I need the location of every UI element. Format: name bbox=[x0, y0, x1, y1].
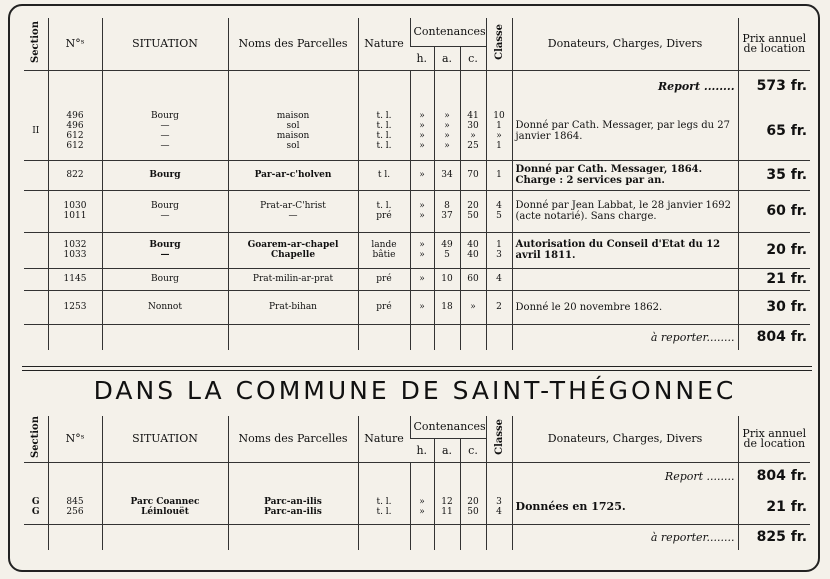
cell-h: » » bbox=[410, 232, 434, 268]
cell-nos: 1253 bbox=[48, 290, 102, 324]
cell-classe: 1 3 bbox=[486, 232, 512, 268]
table-row bbox=[24, 102, 810, 160]
cell-a: 18 bbox=[434, 290, 460, 324]
cell-c: 20 50 bbox=[460, 490, 486, 524]
table-row bbox=[24, 190, 810, 232]
cell-c: 20 50 bbox=[460, 190, 486, 232]
cell-section: II bbox=[24, 102, 48, 160]
cell-nos: 1032 1033 bbox=[48, 232, 102, 268]
top-ledger-table bbox=[24, 18, 810, 350]
cell-classe: 2 bbox=[486, 290, 512, 324]
table-row bbox=[24, 490, 810, 524]
cell-situation: Parc Coannec Léinlouët bbox=[102, 490, 228, 524]
header-classe: Classe bbox=[486, 18, 512, 70]
table-row bbox=[24, 232, 810, 268]
cell-classe: 4 bbox=[486, 268, 512, 290]
cell-h: » » » » bbox=[410, 102, 434, 160]
cell-h: » bbox=[410, 268, 434, 290]
cell-h: » bbox=[410, 160, 434, 190]
cell-nos: 1145 bbox=[48, 268, 102, 290]
cell-c: 60 bbox=[460, 268, 486, 290]
cell-c: 70 bbox=[460, 160, 486, 190]
cell-h: » » bbox=[410, 490, 434, 524]
section-divider bbox=[22, 366, 812, 371]
cell-situation: Bourg bbox=[102, 160, 228, 190]
cell-classe: 10 1 » 1 bbox=[486, 102, 512, 160]
cell-donateurs: Donné par Jean Labbat, le 28 janvier 1692 (acte notarié). Sans charge. bbox=[512, 190, 738, 232]
cell-situation: Bourg — bbox=[102, 190, 228, 232]
cell-classe: 3 4 bbox=[486, 490, 512, 524]
cell-section bbox=[24, 290, 48, 324]
a-reporter-value: 804 fr. bbox=[738, 324, 810, 350]
cell-a: 12 11 bbox=[434, 490, 460, 524]
top-ledger-body bbox=[24, 70, 810, 350]
cell-nature: t. l. t. l. t. l. t. l. bbox=[358, 102, 410, 160]
cell-section bbox=[24, 190, 48, 232]
cell-parcelles: Goarem-ar-chapel Chapelle bbox=[228, 232, 358, 268]
report-label: Report ........ bbox=[512, 70, 738, 102]
cell-a: 8 37 bbox=[434, 190, 460, 232]
cell-nos: 822 bbox=[48, 160, 102, 190]
cell-donateurs bbox=[512, 268, 738, 290]
header-no: N°ˢ bbox=[48, 416, 102, 462]
cell-section bbox=[24, 268, 48, 290]
header-contenances: Contenances bbox=[410, 18, 486, 46]
cell-parcelles: Parc-an-ilis Parc-an-ilis bbox=[228, 490, 358, 524]
cell-nos: 496 496 612 612 bbox=[48, 102, 102, 160]
table-row bbox=[24, 290, 810, 324]
cell-a: 34 bbox=[434, 160, 460, 190]
cell-prix: 65 fr. bbox=[738, 102, 810, 160]
a-reporter-value: 825 fr. bbox=[738, 524, 810, 550]
cell-a: » » » » bbox=[434, 102, 460, 160]
cell-nature: t l. bbox=[358, 160, 410, 190]
table-row bbox=[24, 268, 810, 290]
cell-h: » bbox=[410, 290, 434, 324]
cell-situation: Bourg — bbox=[102, 232, 228, 268]
cell-donateurs: Autorisation du Conseil d'Etat du 12 avril 1811. bbox=[512, 232, 738, 268]
header-prix: Prix annuel de location bbox=[738, 18, 810, 70]
cell-a: 10 bbox=[434, 268, 460, 290]
cell-prix: 60 fr. bbox=[738, 190, 810, 232]
cell-donateurs: Données en 1725. bbox=[512, 490, 738, 524]
cell-nature: t. l. pré bbox=[358, 190, 410, 232]
cell-a: 49 5 bbox=[434, 232, 460, 268]
cell-donateurs: Donné par Cath. Messager, 1864. Charge : 2 services par an. bbox=[512, 160, 738, 190]
cell-prix: 35 fr. bbox=[738, 160, 810, 190]
header-nature: Nature bbox=[358, 416, 410, 462]
header-section: Section bbox=[24, 416, 48, 462]
header-nature: Nature bbox=[358, 18, 410, 70]
cell-prix: 21 fr. bbox=[738, 490, 810, 524]
cell-c: 40 40 bbox=[460, 232, 486, 268]
header-classe: Classe bbox=[486, 416, 512, 462]
cell-parcelles: Prat-bihan bbox=[228, 290, 358, 324]
cell-section bbox=[24, 232, 48, 268]
cell-situation: Bourg bbox=[102, 268, 228, 290]
cell-situation: Nonnot bbox=[102, 290, 228, 324]
cell-donateurs: Donné le 20 novembre 1862. bbox=[512, 290, 738, 324]
cell-nos: 845 256 bbox=[48, 490, 102, 524]
cell-h: » » bbox=[410, 190, 434, 232]
cell-prix: 20 fr. bbox=[738, 232, 810, 268]
cell-nature: pré bbox=[358, 290, 410, 324]
page-title: DANS LA COMMUNE DE SAINT-THÉGONNEC bbox=[93, 376, 737, 405]
header-parcelles: Noms des Parcelles bbox=[228, 416, 358, 462]
header-situation: SITUATION bbox=[102, 416, 228, 462]
header-donateurs: Donateurs, Charges, Divers bbox=[512, 18, 738, 70]
cell-parcelles: Par-ar-c'holven bbox=[228, 160, 358, 190]
report-label: Report ........ bbox=[512, 462, 738, 490]
a-reporter-label: à reporter........ bbox=[512, 524, 738, 550]
header-a: a. bbox=[434, 46, 460, 70]
header-section: Section bbox=[24, 18, 48, 70]
header-a: a. bbox=[434, 438, 460, 462]
bottom-ledger-table bbox=[24, 416, 810, 550]
header-h: h. bbox=[410, 438, 434, 462]
cell-prix: 30 fr. bbox=[738, 290, 810, 324]
cell-nature: pré bbox=[358, 268, 410, 290]
header-h: h. bbox=[410, 46, 434, 70]
cell-c: » bbox=[460, 290, 486, 324]
header-parcelles: Noms des Parcelles bbox=[228, 18, 358, 70]
cell-parcelles: maison sol maison sol bbox=[228, 102, 358, 160]
report-value: 573 fr. bbox=[738, 70, 810, 102]
cell-nature: t. l. t. l. bbox=[358, 490, 410, 524]
cell-nature: lande bâtie bbox=[358, 232, 410, 268]
cell-classe: 1 bbox=[486, 160, 512, 190]
cell-section: G G bbox=[24, 490, 48, 524]
a-reporter-label: à reporter........ bbox=[512, 324, 738, 350]
cell-parcelles: Prat-ar-C'hrist — bbox=[228, 190, 358, 232]
header-prix: Prix annuel de location bbox=[738, 416, 810, 462]
cell-situation: Bourg — — — bbox=[102, 102, 228, 160]
header-contenances: Contenances bbox=[410, 416, 486, 438]
cell-parcelles: Prat-milin-ar-prat bbox=[228, 268, 358, 290]
header-c: c. bbox=[460, 46, 486, 70]
cell-prix: 21 fr. bbox=[738, 268, 810, 290]
cell-donateurs: Donné par Cath. Messager, par legs du 27 janvier 1864. bbox=[512, 102, 738, 160]
table-row bbox=[24, 160, 810, 190]
header-situation: SITUATION bbox=[102, 18, 228, 70]
header-c: c. bbox=[460, 438, 486, 462]
report-value: 804 fr. bbox=[738, 462, 810, 490]
cell-classe: 4 5 bbox=[486, 190, 512, 232]
header-donateurs: Donateurs, Charges, Divers bbox=[512, 416, 738, 462]
header-no: N°ˢ bbox=[48, 18, 102, 70]
cell-section bbox=[24, 160, 48, 190]
cell-c: 41 30 » 25 bbox=[460, 102, 486, 160]
cell-nos: 1030 1011 bbox=[48, 190, 102, 232]
